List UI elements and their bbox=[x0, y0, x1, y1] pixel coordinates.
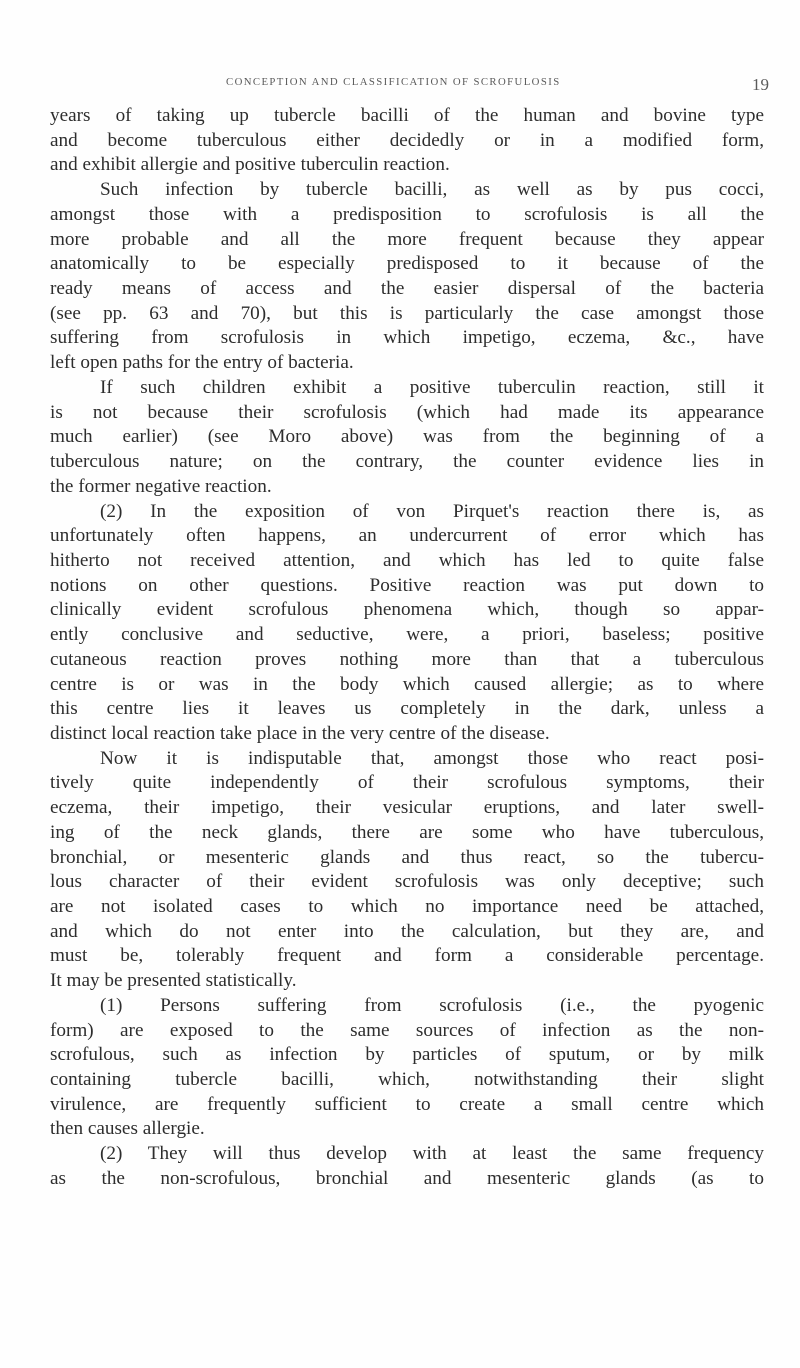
text-line: (see pp. 63 and 70), but this is particularly the case amongst those bbox=[50, 302, 764, 324]
text-line: and which do not enter into the calculation, but they are, and bbox=[50, 920, 764, 942]
text-line: form) are exposed to the same sources of infection as the non- bbox=[50, 1019, 764, 1041]
text-line: virulence, are frequently sufficient to create a small centre which bbox=[50, 1093, 764, 1115]
text-line: left open paths for the entry of bacteria. bbox=[50, 352, 354, 374]
text-line: scrofulous, such as infection by particles of sputum, or by milk bbox=[50, 1044, 764, 1066]
text-line: eczema, their impetigo, their vesicular eruptions, and later swell- bbox=[50, 797, 764, 819]
text-line: ing of the neck glands, there are some who have tuberculous, bbox=[50, 821, 764, 843]
text-line: Now it is indisputable that, amongst those who react posi- bbox=[100, 747, 764, 769]
text-line: much earlier) (see Moro above) was from the beginning of a bbox=[50, 426, 764, 448]
text-line: ently conclusive and seductive, were, a priori, baseless; positive bbox=[50, 624, 764, 646]
text-line: If such children exhibit a positive tuberculin reaction, still it bbox=[100, 376, 764, 398]
text-line: Such infection by tubercle bacilli, as well as by pus cocci, bbox=[100, 179, 764, 201]
text-line: the former negative reaction. bbox=[50, 475, 272, 497]
text-line: It may be presented statistically. bbox=[50, 970, 297, 992]
text-line: anatomically to be especially predisposed to it because of the bbox=[50, 253, 764, 275]
text-line: lous character of their evident scrofulosis was only deceptive; such bbox=[50, 871, 764, 893]
text-line: (2) They will thus develop with at least the same frequency bbox=[100, 1143, 764, 1165]
text-line: as the non-scrofulous, bronchial and mesenteric glands (as to bbox=[50, 1167, 764, 1189]
running-head: CONCEPTION AND CLASSIFICATION OF SCROFULOSIS bbox=[226, 76, 561, 88]
page-number: 19 bbox=[752, 75, 769, 94]
text-line: bronchial, or mesenteric glands and thus react, so the tubercu- bbox=[50, 846, 764, 868]
body-text bbox=[50, 104, 764, 1192]
text-line: tively quite independently of their scrofulous symptoms, their bbox=[50, 772, 764, 794]
text-line: (1) Persons suffering from scrofulosis (i.e., the pyogenic bbox=[100, 994, 764, 1016]
text-line: tuberculous nature; on the contrary, the counter evidence lies in bbox=[50, 451, 764, 473]
text-line: cutaneous reaction proves nothing more than that a tuberculous bbox=[50, 648, 764, 670]
text-line: and become tuberculous either decidedly or in a modified form, bbox=[50, 129, 764, 151]
text-line: (2) In the exposition of von Pirquet's reaction there is, as bbox=[100, 500, 764, 522]
text-line: distinct local reaction take place in the very centre of the disease. bbox=[50, 722, 550, 744]
text-line: unfortunately often happens, an undercurrent of error which has bbox=[50, 525, 764, 547]
text-line: ready means of access and the easier dispersal of the bacteria bbox=[50, 278, 764, 300]
text-line: this centre lies it leaves us completely in the dark, unless a bbox=[50, 698, 764, 720]
text-line: notions on other questions. Positive reaction was put down to bbox=[50, 574, 764, 596]
text-line: more probable and all the more frequent because they appear bbox=[50, 228, 764, 250]
text-line: containing tubercle bacilli, which, notwithstanding their slight bbox=[50, 1069, 764, 1091]
text-line: must be, tolerably frequent and form a considerable percentage. bbox=[50, 945, 764, 967]
text-line: is not because their scrofulosis (which had made its appearance bbox=[50, 401, 764, 423]
text-line: clinically evident scrofulous phenomena which, though so appar- bbox=[50, 599, 764, 621]
text-line: and exhibit allergie and positive tuberculin reaction. bbox=[50, 154, 450, 176]
text-line: are not isolated cases to which no importance need be attached, bbox=[50, 896, 764, 917]
text-line: amongst those with a predisposition to scrofulosis is all the bbox=[50, 203, 764, 225]
text-line: suffering from scrofulosis in which impetigo, eczema, &c., have bbox=[50, 327, 764, 349]
text-line: hitherto not received attention, and which has led to quite false bbox=[50, 549, 764, 571]
text-line: years of taking up tubercle bacilli of the human and bovine type bbox=[50, 105, 764, 126]
text-line: centre is or was in the body which caused allergie; as to where bbox=[50, 673, 764, 695]
text-line: then causes allergie. bbox=[50, 1118, 205, 1140]
